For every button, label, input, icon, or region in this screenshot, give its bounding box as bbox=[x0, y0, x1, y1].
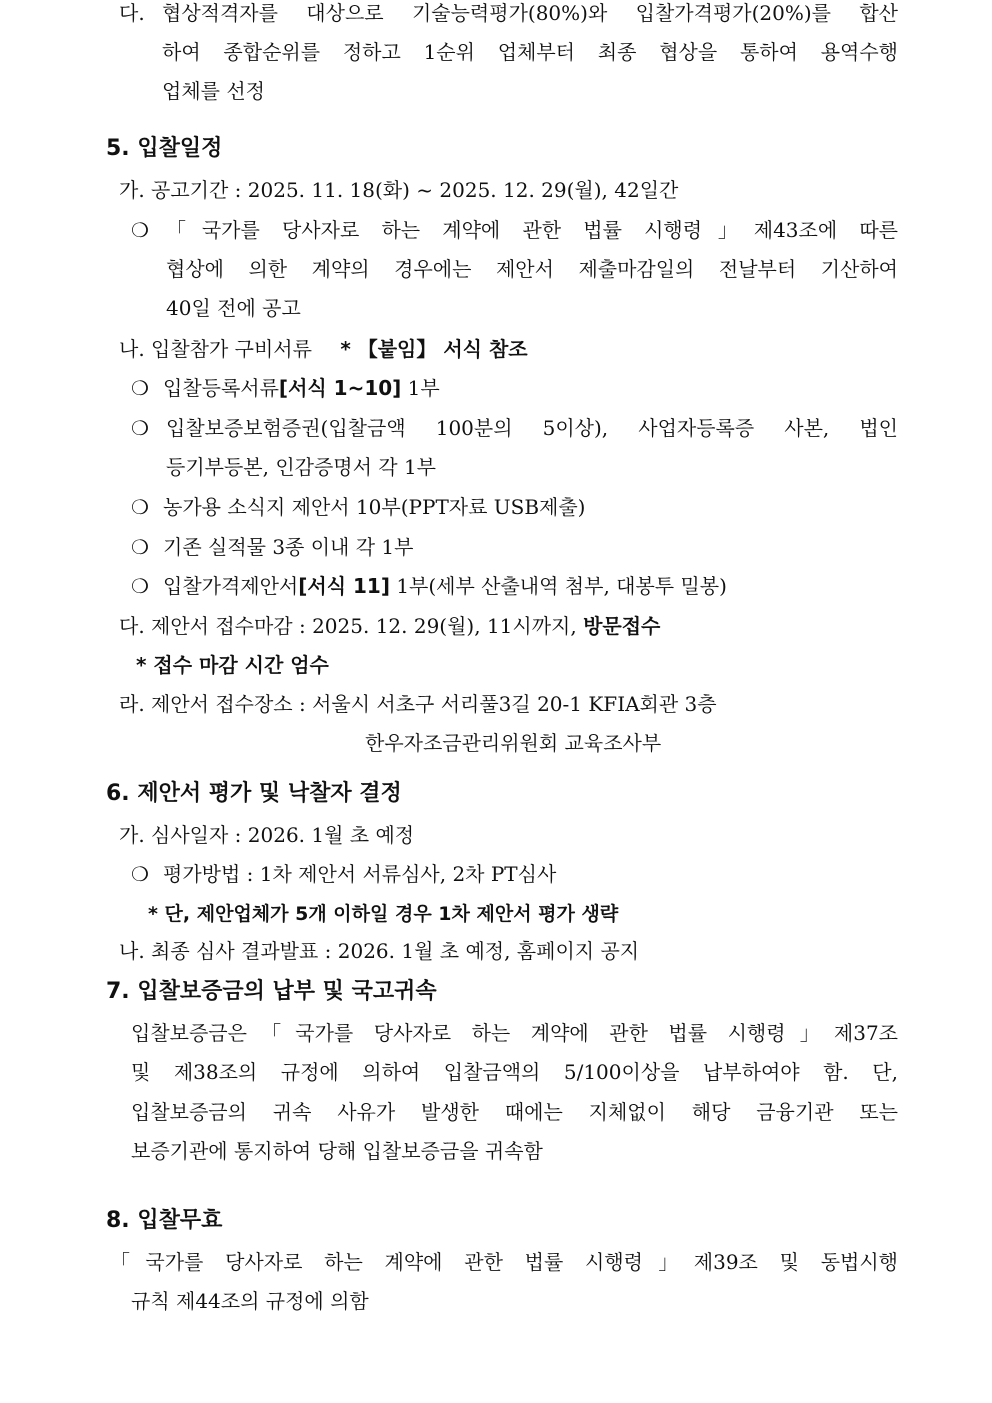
sec5-ra-line-2: 한우자조금관리위원회 교육조사부 bbox=[365, 731, 662, 755]
bullet-icon: ❍ bbox=[131, 376, 149, 400]
sec5-da-visit: 방문접수 bbox=[583, 614, 661, 638]
sec6-method bbox=[131, 861, 556, 887]
sec5-item-5-text: 입찰가격제안서 bbox=[163, 574, 299, 598]
sec6-ga: 가. 심사일자 : 2026. 1월 초 예정 bbox=[119, 823, 415, 847]
bullet-icon: ❍ bbox=[131, 574, 149, 598]
sec5-item-3-text: 농가용 소식지 제안서 10부(PPT자료 USB제출) bbox=[163, 495, 586, 519]
sec7-line-2: 및 제38조의 규정에 의하여 입찰금액의 5/100이상을 납부하여야 함. 단, bbox=[131, 1060, 898, 1084]
sec5-na-label: 나. 입찰참가 구비서류 bbox=[119, 337, 312, 361]
sec5-da-note: * 접수 마감 시간 엄수 bbox=[136, 653, 329, 677]
section-7-heading: 7. 입찰보증금의 납부 및 국고귀속 bbox=[106, 979, 437, 1004]
sec8-line-1: 「국가를 당사자로 하는 계약에 관한 법률 시행령」제39조 및 동법시행 bbox=[110, 1250, 898, 1274]
sec5-da bbox=[119, 613, 660, 639]
sec5-ga-note-line-2: 협상에 의한 계약의 경우에는 제안서 제출마감일의 전날부터 기산하여 bbox=[166, 257, 899, 281]
sec5-item-5 bbox=[131, 573, 727, 599]
para-da-line-2: 하여 종합순위를 정하고 1순위 업체부터 최종 협상을 통하여 용역수행 bbox=[162, 40, 898, 64]
sec6-na: 나. 최종 심사 결과발표 : 2026. 1월 초 예정, 홈페이지 공지 bbox=[119, 939, 640, 963]
para-da-line-1: 협상적격자를 대상으로 기술능력평가(80%)와 입찰가격평가(20%)를 합산 bbox=[162, 1, 898, 25]
bullet-icon: ❍ bbox=[131, 535, 149, 559]
sec5-ga-note-bullet: ❍ bbox=[131, 218, 149, 242]
section-5-heading: 5. 입찰일정 bbox=[106, 136, 223, 161]
sec5-na-ref: * 【붙임】 서식 참조 bbox=[340, 337, 528, 361]
sec6-method-text: 평가방법 : 1차 제안서 서류심사, 2차 PT심사 bbox=[163, 862, 557, 886]
sec5-ra-line-1: 라. 제안서 접수장소 : 서울시 서초구 서리풀3길 20-1 KFIA회관 3층 bbox=[119, 692, 717, 716]
para-da-marker: 다. bbox=[119, 1, 145, 25]
sec5-item-1 bbox=[131, 375, 440, 401]
sec5-item-4 bbox=[131, 534, 413, 560]
sec5-da-text: 다. 제안서 접수마감 : 2025. 12. 29(월), 11시까지, bbox=[119, 614, 584, 638]
sec5-ga: 가. 공고기간 : 2025. 11. 18(화) ~ 2025. 12. 29(월), 42일간 bbox=[119, 178, 679, 202]
sec7-line-1: 입찰보증금은「국가를 당사자로 하는 계약에 관한 법률 시행령」제37조 bbox=[131, 1021, 898, 1045]
bullet-icon: ❍ bbox=[131, 495, 149, 519]
sec5-item-5-form: [서식 11] bbox=[298, 574, 390, 598]
sec5-item-2-line-2: 등기부등본, 인감증명서 각 1부 bbox=[166, 455, 436, 479]
sec7-line-4: 보증기관에 통지하여 당해 입찰보증금을 귀속함 bbox=[131, 1139, 543, 1163]
sec5-ga-note-line-3: 40일 전에 공고 bbox=[166, 296, 301, 320]
sec5-ga-note-line-1: 「국가를 당사자로 하는 계약에 관한 법률 시행령」제43조에 따른 bbox=[166, 218, 898, 242]
sec5-item-5-detail: 1부(세부 산출내역 첨부, 대봉투 밀봉) bbox=[389, 574, 727, 598]
sec5-item-1-text: 입찰등록서류 bbox=[163, 376, 279, 400]
section-8-heading: 8. 입찰무효 bbox=[106, 1208, 223, 1233]
section-6-heading: 6. 제안서 평가 및 낙찰자 결정 bbox=[106, 781, 402, 806]
sec5-item-4-text: 기존 실적물 3종 이내 각 1부 bbox=[163, 535, 414, 559]
sec5-item-1-form: [서식 1~10] bbox=[278, 376, 402, 400]
sec5-item-2-line-1: 입찰보증보험증권(입찰금액 100분의 5이상), 사업자등록증 사본, 법인 bbox=[166, 416, 898, 440]
sec7-line-3: 입찰보증금의 귀속 사유가 발생한 때에는 지체없이 해당 금융기관 또는 bbox=[131, 1100, 898, 1124]
sec5-na bbox=[119, 336, 528, 362]
sec5-item-3 bbox=[131, 494, 585, 520]
bullet-icon: ❍ bbox=[131, 862, 149, 886]
para-da-line-3: 업체를 선정 bbox=[162, 79, 265, 103]
sec5-item-1-count: 1부 bbox=[401, 376, 440, 400]
sec6-method-note: * 단, 제안업체가 5개 이하일 경우 1차 제안서 평가 생략 bbox=[148, 903, 619, 925]
sec8-line-2: 규칙 제44조의 규정에 의함 bbox=[131, 1289, 369, 1313]
sec5-item-2-bullet: ❍ bbox=[131, 416, 149, 440]
